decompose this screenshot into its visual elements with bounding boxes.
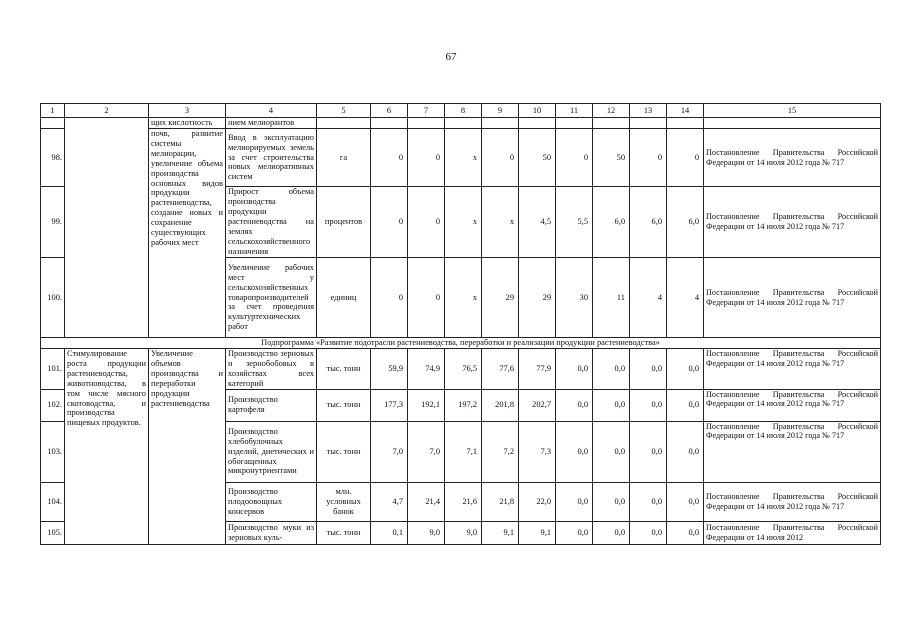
table-row [41, 129, 881, 187]
value-cell: 0 [371, 187, 408, 258]
unit-cell: тыс. тонн [317, 421, 371, 482]
value-cell: 0 [482, 129, 519, 187]
indicator-cell: Производство муки из зерновых куль- [226, 521, 317, 544]
continuation-row [41, 118, 881, 129]
unit-cell: процентов [317, 187, 371, 258]
value-cell: 0,0 [556, 389, 593, 421]
value-cell: 21,6 [445, 482, 482, 521]
value-cell: 0,0 [667, 421, 704, 482]
header-cell: 10 [519, 104, 556, 118]
goal-cell-empty [65, 118, 149, 338]
header-cell: 5 [317, 104, 371, 118]
header-cell: 13 [630, 104, 667, 118]
table-row [41, 349, 881, 390]
value-cell: 4 [630, 258, 667, 338]
value-cell: 197,2 [445, 389, 482, 421]
value-cell: 0 [556, 129, 593, 187]
value-cell: 4,5 [519, 187, 556, 258]
value-cell: 0,0 [630, 349, 667, 390]
value-cell: х [445, 258, 482, 338]
basis-cell: Постановление Правительства Российской Федерации от 14 июля 2012 года № 717 [704, 482, 881, 521]
value-cell: 77,9 [519, 349, 556, 390]
value-cell: 0,0 [630, 421, 667, 482]
value-cell: 50 [593, 129, 630, 187]
row-number: 98. [41, 129, 65, 187]
task-continuation: щих кислотность [149, 118, 226, 129]
value-cell: 5,5 [556, 187, 593, 258]
value-cell: 22,0 [519, 482, 556, 521]
basis-cell: Постановление Правительства Российской Федерации от 14 июля 2012 года № 717 [704, 421, 881, 482]
row-number: 102. [41, 389, 65, 421]
value-cell: 9,0 [408, 521, 445, 544]
value-cell: 0,0 [593, 521, 630, 544]
value-cell: 7,0 [408, 421, 445, 482]
basis-cell: Постановление Правительства Российской Федерации от 14 июля 2012 года № 717 [704, 187, 881, 258]
unit-cell: единиц [317, 258, 371, 338]
basis-cell: Постановление Правительства Российской Федерации от 14 июля 2012 [704, 521, 881, 544]
value-cell: 0 [408, 258, 445, 338]
value-cell: 77,6 [482, 349, 519, 390]
unit-cell: млн. условных банок [317, 482, 371, 521]
header-cell: 11 [556, 104, 593, 118]
value-cell: 0,0 [593, 349, 630, 390]
header-cell: 9 [482, 104, 519, 118]
value-cell: 0,0 [630, 521, 667, 544]
basis-cell: Постановление Правительства Российской Федерации от 14 июля 2012 года № 717 [704, 129, 881, 187]
value-cell: 29 [482, 258, 519, 338]
row-number: 103. [41, 421, 65, 482]
task-cell: Увеличение объемов производства и переработки продукции растениеводства [149, 349, 226, 545]
row-number: 104. [41, 482, 65, 521]
header-cell: 14 [667, 104, 704, 118]
value-cell: 0 [408, 129, 445, 187]
basis-cell: Постановление Правительства Российской Федерации от 14 июля 2012 года № 717 [704, 258, 881, 338]
row-number: 100. [41, 258, 65, 338]
value-cell: 0 [371, 258, 408, 338]
row-number: 99. [41, 187, 65, 258]
value-cell: 0,0 [556, 349, 593, 390]
value-cell: 4 [667, 258, 704, 338]
value-cell: х [445, 187, 482, 258]
value-cell: 0,0 [593, 421, 630, 482]
value-cell: 0,0 [667, 482, 704, 521]
value-cell: 0,0 [593, 389, 630, 421]
value-cell: 0,0 [630, 482, 667, 521]
row-number: 101. [41, 349, 65, 390]
value-cell: 0 [408, 187, 445, 258]
header-cell: 1 [41, 104, 65, 118]
value-cell: 7,1 [445, 421, 482, 482]
value-cell: 21,8 [482, 482, 519, 521]
value-cell: 0,0 [556, 421, 593, 482]
header-cell: 15 [704, 104, 881, 118]
page-number: 67 [445, 51, 457, 63]
value-cell: 30 [556, 258, 593, 338]
header-cell: 3 [149, 104, 226, 118]
indicator-cell: Производство зерновых и зернобобовых в хозяйствах всех категорий [226, 349, 317, 390]
indicator-cell: Ввод в эксплуатацию мелиорируемых земель за счет строительства новых мелиоративных систем [226, 129, 317, 187]
indicator-cell: Прирост объема производства продукции растениеводства на землях сельскохозяйственного назначения [226, 187, 317, 258]
value-cell: 21,4 [408, 482, 445, 521]
unit-cell: тыс. тонн [317, 521, 371, 544]
value-cell: 201,8 [482, 389, 519, 421]
value-cell: 29 [519, 258, 556, 338]
value-cell: 9,1 [482, 521, 519, 544]
value-cell: 4,7 [371, 482, 408, 521]
value-cell: 7,0 [371, 421, 408, 482]
indicator-continuation: нием мелиорантов [226, 118, 317, 129]
value-cell: 9,0 [445, 521, 482, 544]
value-cell: 9,1 [519, 521, 556, 544]
value-cell: 59,9 [371, 349, 408, 390]
header-cell: 6 [371, 104, 408, 118]
header-cell: 8 [445, 104, 482, 118]
header-row [41, 104, 881, 118]
value-cell: 0 [371, 129, 408, 187]
indicator-cell: Увеличение рабочих мест у сельскохозяйственных товаропроизводителей за счет проведения культуртехнических работ [226, 258, 317, 338]
value-cell: 11 [593, 258, 630, 338]
indicators-table [40, 103, 881, 545]
task-cell: почв, развитие системы мелиорации, увеличение объема производства основных видов продукции растениеводства, создание новых и сохранение существующих рабочих мест [149, 129, 226, 338]
value-cell: 6,0 [593, 187, 630, 258]
header-cell: 7 [408, 104, 445, 118]
basis-cell: Постановление Правительства Российской Федерации от 14 июля 2012 года № 717 [704, 349, 881, 390]
header-cell: 2 [65, 104, 149, 118]
value-cell: 74,9 [408, 349, 445, 390]
unit-cell: тыс. тонн [317, 349, 371, 390]
indicator-cell: Производство картофеля [226, 389, 317, 421]
value-cell: х [445, 129, 482, 187]
value-cell: 7,2 [482, 421, 519, 482]
value-cell: 0,0 [667, 521, 704, 544]
value-cell: 6,0 [630, 187, 667, 258]
value-cell: 0 [667, 129, 704, 187]
value-cell: 0,0 [667, 349, 704, 390]
indicator-cell: Производство плодоовощных консервов [226, 482, 317, 521]
value-cell: 50 [519, 129, 556, 187]
value-cell: 177,3 [371, 389, 408, 421]
header-cell: 4 [226, 104, 317, 118]
unit-cell: га [317, 129, 371, 187]
indicator-cell: Производство хлебобулочных изделий, диетических и обогащенных микронутриентами [226, 421, 317, 482]
value-cell: 7,3 [519, 421, 556, 482]
goal-cell: Стимулирование роста продукции растениеводства, животноводства, в том числе мясного скотоводства, и производства пищевых продуктов. [65, 349, 149, 545]
value-cell: 0,1 [371, 521, 408, 544]
unit-cell: тыс. тонн [317, 389, 371, 421]
value-cell: 0,0 [556, 482, 593, 521]
value-cell: 6,0 [667, 187, 704, 258]
value-cell: 192,1 [408, 389, 445, 421]
value-cell: 76,5 [445, 349, 482, 390]
value-cell: 0,0 [630, 389, 667, 421]
value-cell: 0 [630, 129, 667, 187]
value-cell: х [482, 187, 519, 258]
value-cell: 0,0 [593, 482, 630, 521]
value-cell: 0,0 [667, 389, 704, 421]
subprogram-title: Подпрограмма «Развитие подотрасли растениеводства, переработки и реализации продукции растениеводства» [41, 338, 881, 349]
subprogram-row [41, 338, 881, 349]
value-cell: 0,0 [556, 521, 593, 544]
row-number: 105. [41, 521, 65, 544]
basis-cell: Постановление Правительства Российской Федерации от 14 июля 2012 года № 717 [704, 389, 881, 421]
header-cell: 12 [593, 104, 630, 118]
value-cell: 202,7 [519, 389, 556, 421]
